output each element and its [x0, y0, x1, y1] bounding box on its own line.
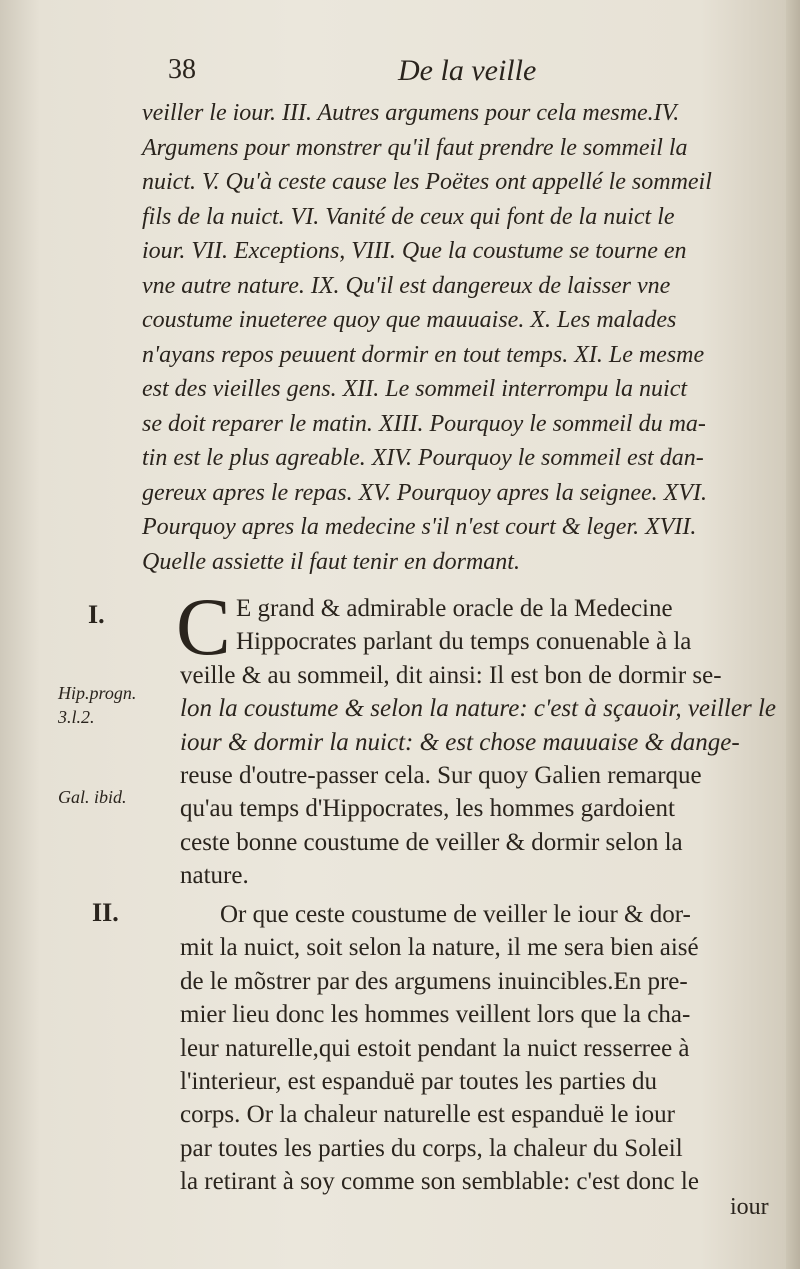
summary-line: Argumens pour monstrer qu'il faut prendre le sommeil la [142, 134, 688, 161]
margin-note-hip: Hip.progn. [58, 683, 137, 703]
text-line: corps. Or la chaleur naturelle est espanduë le iour [180, 1101, 675, 1129]
summary-line: veiller le iour. III. Autres argumens pour cela mesme.IV. [142, 100, 680, 126]
catchword: iour [730, 1194, 769, 1220]
text-line: lon la coustume & selon la nature: c'est à sçauoir, veiller le [180, 695, 776, 723]
text-line: leur naturelle,qui estoit pendant la nuict resserree à [180, 1034, 690, 1062]
text-line: par toutes les parties du corps, la chaleur du Soleil [180, 1134, 683, 1162]
text-line: iour & dormir la nuict: & est chose mauuaise & dange- [180, 728, 740, 756]
summary-line: n'ayans repos peuuent dormir en tout temps. XI. Le mesme [142, 341, 705, 368]
page-header [168, 52, 768, 92]
text-line: mit la nuict, soit selon la nature, il me sera bien aisé [180, 934, 699, 962]
text-line: mier lieu donc les hommes veillent lors que la cha- [180, 1001, 691, 1029]
paragraph-2 [180, 898, 780, 1199]
summary-line: gereux apres le repas. XV. Pourquoy apres la seignee. XVI. [142, 479, 707, 506]
text-line: reuse d'outre-passer cela. Sur quoy Galien remarque [180, 762, 702, 790]
summary-line: se doit reparer le matin. XIII. Pourquoy le sommeil du ma- [142, 410, 706, 437]
text-line: E grand & admirable oracle de la Medecine [236, 595, 673, 622]
chapter-summary [142, 96, 792, 579]
section-number-1: I. [88, 600, 105, 629]
summary-line: vne autre nature. IX. Qu'il est dangereux de laisser vne [142, 272, 671, 299]
text-line: Hippocrates parlant du temps conuenable à la [236, 628, 692, 656]
text-line: nature. [180, 862, 249, 890]
summary-line: fils de la nuict. VI. Vanité de ceux qui font de la nuict le [142, 203, 675, 230]
margin-note-hip-ref: 3.l.2. [58, 707, 95, 727]
summary-line: nuict. V. Qu'à ceste cause les Poëtes ont appellé le sommeil [142, 169, 712, 195]
text-line: l'interieur, est espanduë par toutes les parties du [180, 1068, 657, 1096]
text-line: qu'au temps d'Hippocrates, les hommes gardoient [180, 795, 676, 823]
summary-line: tin est le plus agreable. XIV. Pourquoy le sommeil est dan- [142, 445, 704, 471]
summary-line: coustume inueteree quoy que mauuaise. X. Les malades [142, 307, 677, 333]
section-number-2: II. [92, 898, 119, 927]
summary-line: Quelle assiette il faut tenir en dormant. [142, 548, 520, 575]
text-line: ceste bonne coustume de veiller & dormir selon la [180, 828, 683, 856]
page-number: 38 [168, 54, 196, 85]
text-line: veille & au sommeil, dit ainsi: Il est bon de dormir se- [180, 661, 722, 689]
paragraph-1 [180, 592, 780, 893]
summary-line: Pourquoy apres la medecine s'il n'est court & leger. XVII. [142, 514, 697, 540]
margin-note-gal: Gal. ibid. [58, 787, 127, 807]
text-line: de le mõstrer par des argumens inuincibles.En pre- [180, 967, 688, 995]
drop-capital: C [176, 581, 231, 672]
running-title: De la veille [398, 54, 537, 87]
text-line: la retirant à soy comme son semblable: c'est donc le [180, 1168, 699, 1196]
summary-line: est des vieilles gens. XII. Le sommeil interrompu la nuict [142, 376, 688, 402]
summary-line: iour. VII. Exceptions, VIII. Que la coustume se tourne en [142, 238, 687, 264]
text-line: Or que ceste coustume de veiller le iour & dor- [220, 901, 691, 928]
